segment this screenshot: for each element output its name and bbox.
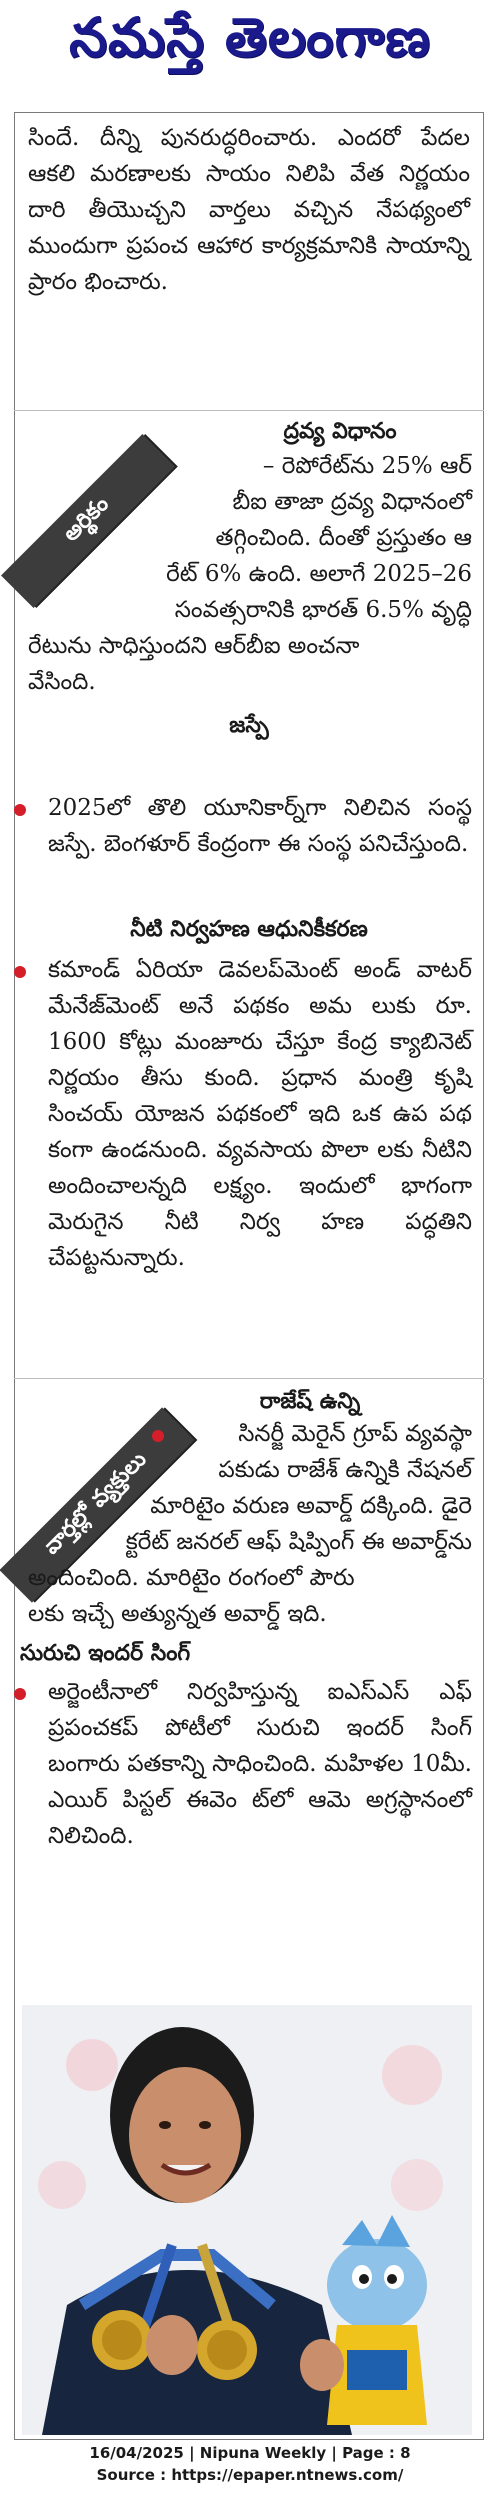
athlete-photo-illustration	[22, 2005, 472, 2435]
divider	[14, 1378, 484, 1379]
line: బీఐ తాజా ద్రవ్య విధానంలో	[232, 489, 472, 515]
line: మారిటైం వరుణ అవార్డ్ దక్కింది. డైరె	[150, 1493, 472, 1519]
footer-source-link[interactable]: Source : https://epaper.ntnews.com/	[96, 2466, 404, 2484]
line: సంవత్సరానికి భారత్ 6.5% వృద్ధి	[174, 597, 472, 623]
water-management-paragraph: కమాండ్ ఏరియా డెవలప్‌మెంట్ అండ్ వాటర్ మేనేజ్‌మెంట్ అనే పథకం అమ లుకు రూ. 1600 కోట్లు మంజూరు చేస్తూ కేంద్ర క్యాబినెట్ నిర్ణయం తీసు కుంది. ప్రధాన మంత్రి కృషి సించయ్ యోజన పథకంలో ఇది ఒక ఉప పథ కంగా ఉండనుంది. వ్యవసాయ పొలా లకు నీటిని అందించాలన్నది లక్ష్యం. ఇందులో భాగంగా మెరుగైన నీటి నిర్వ హణ పద్ధతిని చేపట్టనున్నారు.	[48, 957, 472, 1271]
bullet-dot	[14, 1688, 26, 1700]
line: లకు ఇచ్చే అత్యున్నత అవార్డ్ ఇది.	[28, 1601, 327, 1627]
athlete-photo	[22, 2005, 472, 2435]
suruchi-paragraph: అర్జెంటీనాలో నిర్వహిస్తున్న ఐఎస్ఎస్ ఎఫ్ ప్రపంచకప్ పోటీలో సురుచి ఇందర్ సింగ్ బంగారు పతకాన్ని సాధించింది. మహిళల 10మీ. ఎయిర్ పిస్టల్ ఈవెం ట్‌లో ఆమె అగ్రస్థానంలో నిలిచింది.	[48, 1679, 472, 1849]
heading-rajesh-unni: రాజేష్ ఉన్ని	[259, 1389, 361, 1414]
line: వేసింది.	[28, 669, 96, 695]
newspaper-logo: నమస్తే తెలంగాణ	[69, 5, 431, 69]
line: అందించింది. మారిటైం రంగంలో పౌరు	[28, 1565, 355, 1591]
heading-suruchi-inder-singh: సురుచి ఇందర్ సింగ్	[20, 1641, 191, 1666]
heading-monetary-policy: ద్రవ్య విధానం	[283, 419, 397, 444]
footer-date-page: 16/04/2025 | Nipuna Weekly | Page : 8	[89, 2444, 411, 2462]
masthead	[0, 0, 500, 88]
intro-paragraph: సిందే. దీన్ని పునరుద్ధరించారు. ఎందరో పేదల ఆకలి మరణాలకు సాయం నిలిపి వేత నిర్ణయం దారి తీయొచ్చని వార్తలు వచ్చిన నేపథ్యంలో ముందుగా ప్రపంచ ఆహార కార్యక్రమానికి సాయాన్ని ప్రారం భించారు.	[28, 125, 470, 295]
line: రేట్ 6% ఉంది. అలాగే 2025–26	[166, 561, 472, 587]
bullet-dot	[14, 966, 26, 978]
line: క్టరేట్ జనరల్ ఆఫ్ షిప్పింగ్ ఈ అవార్డ్‌ను	[125, 1529, 472, 1555]
line: తగ్గించింది. దీంతో ప్రస్తుతం ఆ	[215, 525, 472, 551]
heading-water-management: నీటి నిర్వహణ ఆధునికీకరణ	[130, 917, 368, 942]
heading-jaspay: జస్పే	[229, 713, 269, 738]
bullet-dot	[152, 1430, 164, 1442]
bullet-dot	[14, 804, 26, 816]
ribbon-label: అర్థికం	[58, 491, 114, 547]
line: పకుడు రాజేశ్ ఉన్నికి నేషనల్	[218, 1457, 472, 1483]
line: – రెపోరేట్‌ను 25% ఆర్	[262, 453, 472, 479]
ribbon-label: వార్తల్లో వ్యక్తులు	[38, 1446, 152, 1560]
jaspay-paragraph: 2025లో తొలి యూనికార్న్‌గా నిలిచిన సంస్థ జస్పే. బెంగళూర్ కేంద్రంగా ఈ సంస్థ పనిచేస్తుంది.	[48, 795, 472, 857]
divider	[14, 410, 484, 411]
line: సినర్జీ మెరైన్ గ్రూప్ వ్యవస్థా	[238, 1421, 472, 1447]
line: రేటును సాధిస్తుందని ఆర్‌బీఐ అంచనా	[28, 633, 360, 659]
